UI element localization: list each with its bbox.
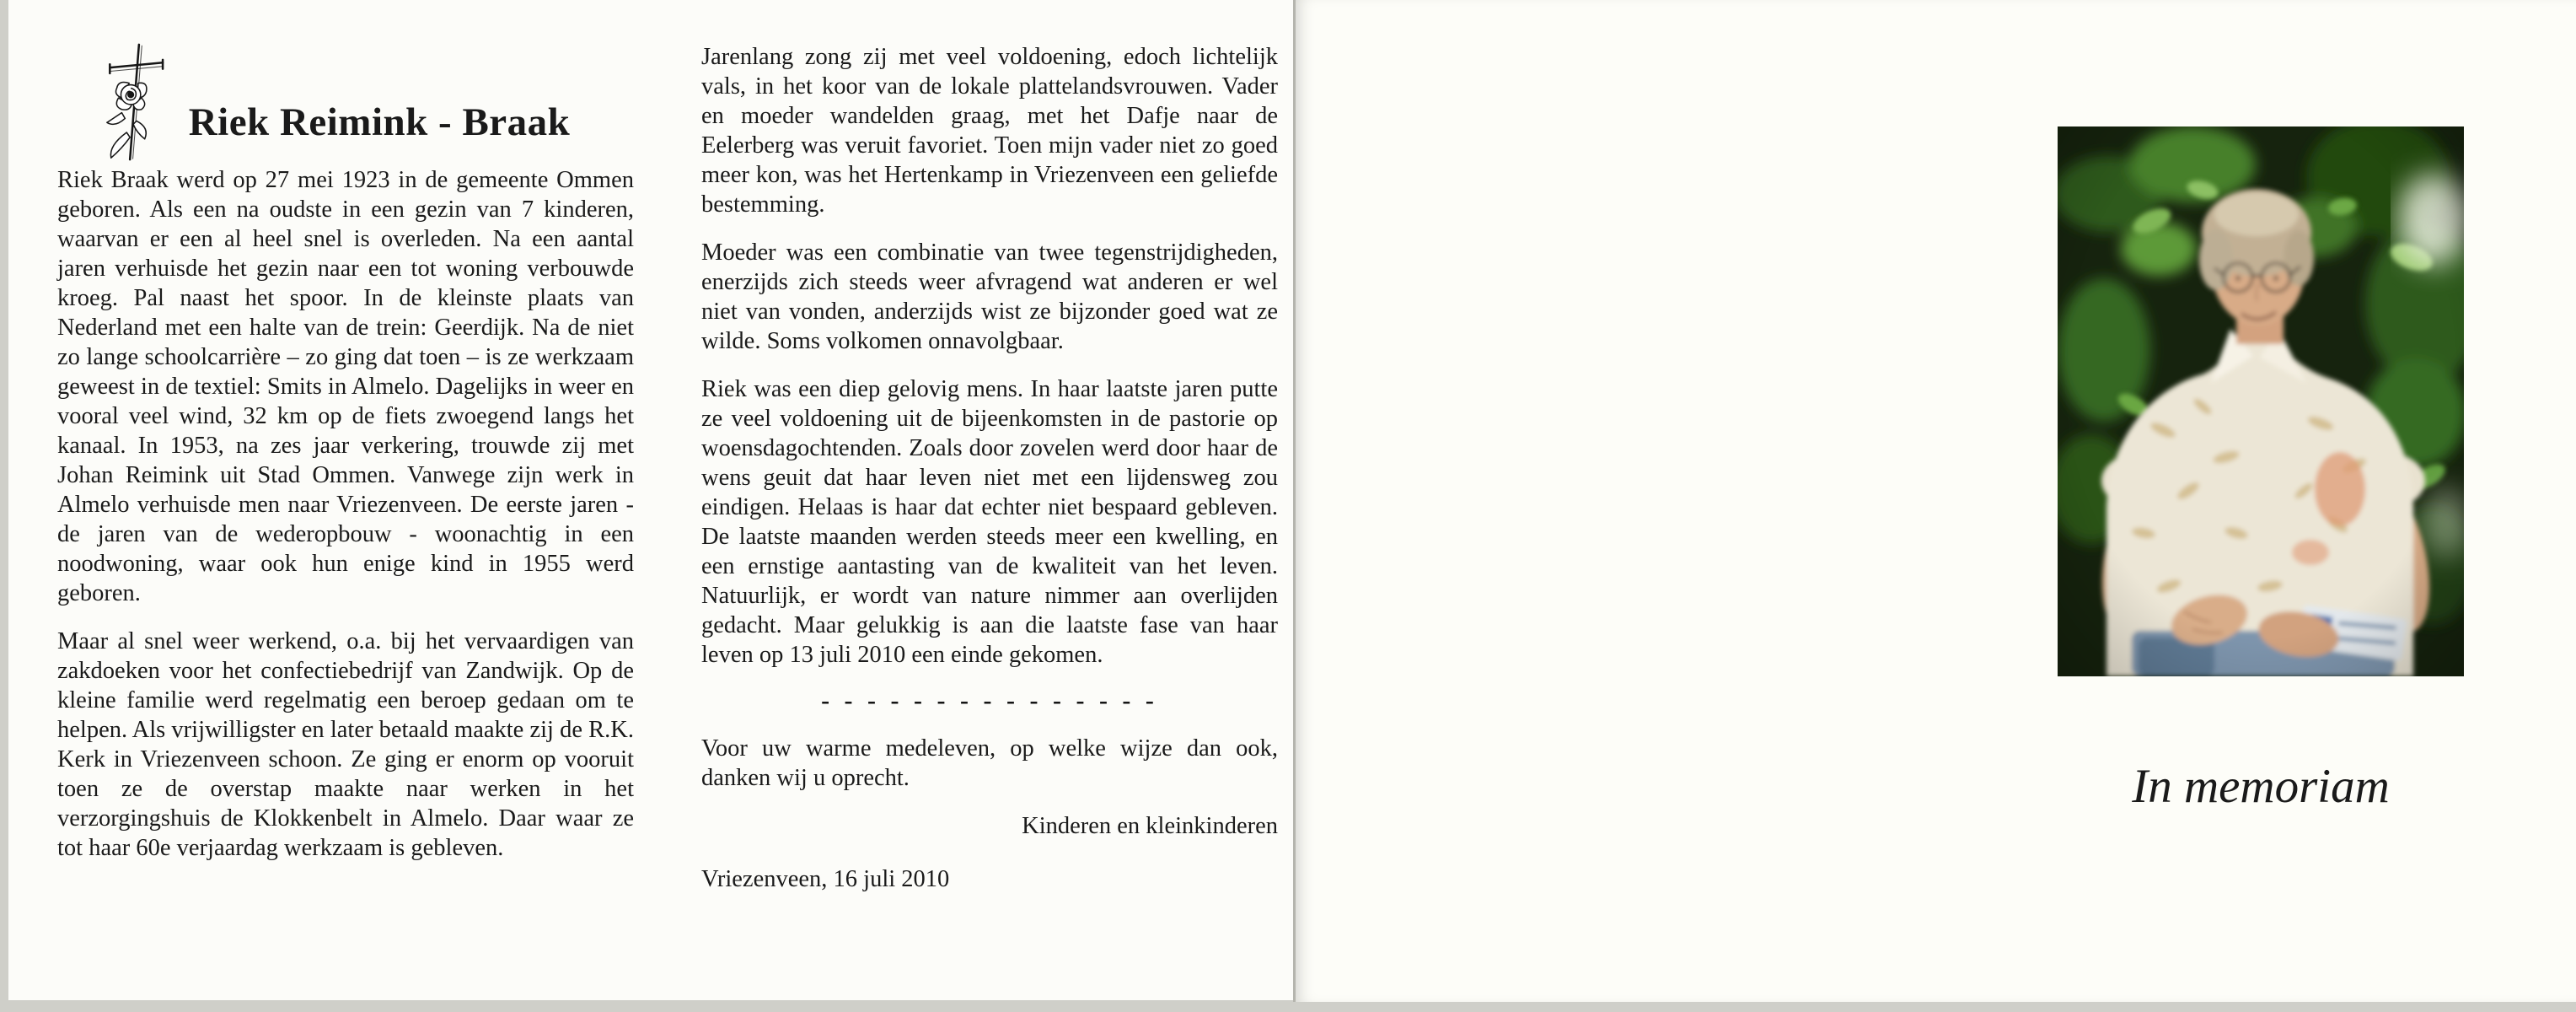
paragraph: Riek Braak werd op 27 mei 1923 in de gemeente Ommen geboren. Als een na oudste in een gezin van 7 kinderen, waarvan er een al heel snel is overleden. Na een aantal jaren verhuisde het gezin naar een tot woning verbouwde kroeg. Pal naast het spoor. In de kleinste plaats van Nederland met een halte van de trein: Geerdijk. Na de niet zo lange schoolcarrière – zo ging dat toen – is ze werkzaam geweest in de textiel: Smits in Almelo. Dagelijks in weer en vooral veel wind, 32 km op de fiets zwoegend langs het kanaal. In 1953, na zes jaar verkering, trouwde zij met Johan Reimink uit Stad Ommen. Vanwege zijn werk in Almelo verhuisde men naar Vriezenveen. De eerste jaren - de jaren van de wederopbouw - woonachtig in een noodwoning, waar ook hun enige kind in 1955 werd geboren.: [57, 167, 634, 606]
memorial-card-left-page: [8, 0, 1293, 1000]
memorial-card-right-page: [1293, 0, 2576, 1002]
dateline: Vriezenveen, 16 juli 2010: [701, 866, 950, 892]
paragraph: Moeder was een combinatie van twee tegenstrijdigheden, enerzijds zich steeds weer afvragend wat anderen er wel niet van vonden, anderzijds wist ze bijzonder goed wat ze wilde. Soms volkomen onnavolgbaar.: [701, 240, 1278, 354]
signature: Kinderen en kleinkinderen: [1022, 813, 1278, 839]
paragraph: Maar al snel weer werkend, o.a. bij het vervaardigen van zakdoeken voor het confectiebedrijf van Zandwijk. Op de kleine familie werd regelmatig een beroep gedaan om te helpen. Als vrijwilligster en later betaald maakte zij de R.K. Kerk in Vriezenveen schoon. Ze ging er enorm op vooruit toen ze de overstap maakte naar werken in het verzorgingshuis de Klokkenbelt in Almelo. Daar waar ze tot haar 60e verjaardag werkzaam is gebleven.: [57, 628, 634, 861]
biography-column-1: [57, 165, 634, 881]
paragraph: Riek was een diep gelovig mens. In haar laatste jaren putte ze veel voldoening uit de bijeenkomsten in de pastorie op woensdagochtenden. Zoals door zovelen werd door haar de wens geuit dat haar leven niet met een lijdensweg zou eindigen. Helaas is haar dat echter niet bespaard gebleven. De laatste maanden werden steeds meer een kwelling, en een ernstige aantasting van de kwaliteit van het leven. Natuurlijk, er wordt van nature nimmer aan overlijden gedacht. Maar gelukkig is aan die laatste fase van haar leven op 13 juli 2010 een einde gekomen.: [701, 376, 1278, 668]
in-memoriam-caption: In memoriam: [2132, 760, 2390, 813]
dashed-divider: - - - - - - - - - - - - - - -: [821, 686, 1158, 714]
paragraph: Jarenlang zong zij met veel voldoening, edoch lichtelijk vals, in het koor van de lokale plattelandsvrouwen. Vader en moeder wandelden graag, met het Dafje naar de Eelerberg was veruit favoriet. Toen mijn vader niet zo goed meer kon, was het Hertenkamp in Vriezenveen een geliefde bestemming.: [701, 44, 1278, 218]
page-title: Riek Reimink - Braak: [188, 100, 571, 144]
closing-paragraph: Voor uw warme medeleven, op welke wijze dan ook, danken wij u oprecht.: [701, 735, 1278, 791]
portrait-photo: [2058, 126, 2464, 676]
biography-column-2: [701, 42, 1278, 894]
